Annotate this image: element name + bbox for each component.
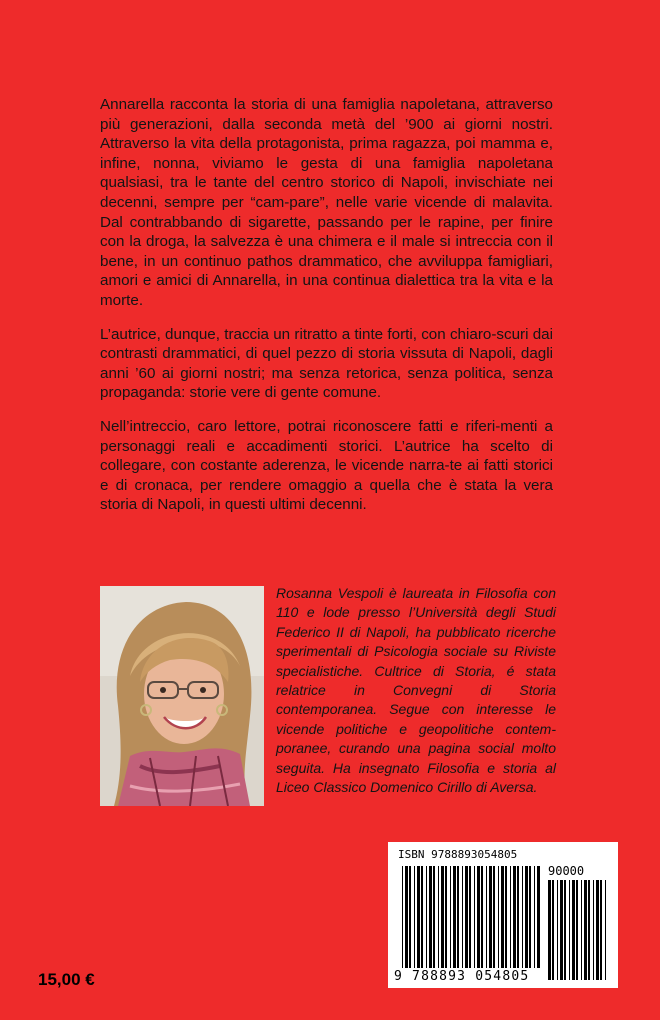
blurb-paragraph-3: Nell’intreccio, caro lettore, potrai riconoscere fatti e riferi-menti a personaggi reali e accadimenti storici. L’autrice ha scelto di collegare, con costante aderenza, le vicende narra-te ai fatti storici e di cronaca, per rendere omaggio a quella che è stata la vera storia di Napoli, in questi ultimi decenni. — [100, 417, 553, 514]
barcode-digits: 9 788893 054805 — [394, 969, 530, 984]
isbn-barcode — [388, 842, 618, 988]
price: 15,00 € — [38, 970, 95, 989]
book-blurb — [100, 95, 553, 529]
isbn-label: ISBN 9788893054805 — [398, 848, 518, 861]
barcode-addon-number: 90000 — [548, 864, 585, 878]
author-photo — [100, 586, 264, 806]
blurb-paragraph-2: L’autrice, dunque, traccia un ritratto a tinte forti, con chiaro-scuri dai contrasti drammatici, di quel pezzo di storia vissuta di Napoli, dagli anni ’60 ai giorni nostri; ma senza retorica, senza politica, senza propaganda: storie vere di gente comune. — [100, 325, 553, 402]
blurb-paragraph-1: Annarella racconta la storia di una famiglia napoletana, attraverso più generazioni, dalla seconda metà del ’900 ai giorni nostri. Attraverso la vita della protagonista, prima ragazza, poi mamma e, infine, nonna, viviamo le gesta di una famiglia napoletana qualsiasi, tra le tante del centro storico di Napoli, invischiate nei decenni, sempre per “cam-pare”, nelle varie vicende di malavita. Dal contrabbando di sigarette, passando per le rapine, per finire con la droga, la salvezza è una chimera e il male si intreccia con il bene, in un continuo pathos drammatico, che avviluppa famigliari, amori e amici di Annarella, in una continua dialettica tra la vita e la morte. — [100, 96, 553, 309]
author-bio: Rosanna Vespoli è laureata in Filosofia con 110 e lode presso l’Università degli Studi Federico II di Napoli, ha pubblicato ricerche sperimentali di Psicologia sociale su Riviste specialistiche. Cultrice di Storia, é stata relatrice in Convegni di Storia contemporanea. Segue con interesse le vicende politiche e geopolitiche contem-poranee, curando una pagina social molto seguita. Ha insegnato Filosofia e storia al Liceo Classico Domenico Cirillo di Aversa. — [276, 585, 556, 796]
